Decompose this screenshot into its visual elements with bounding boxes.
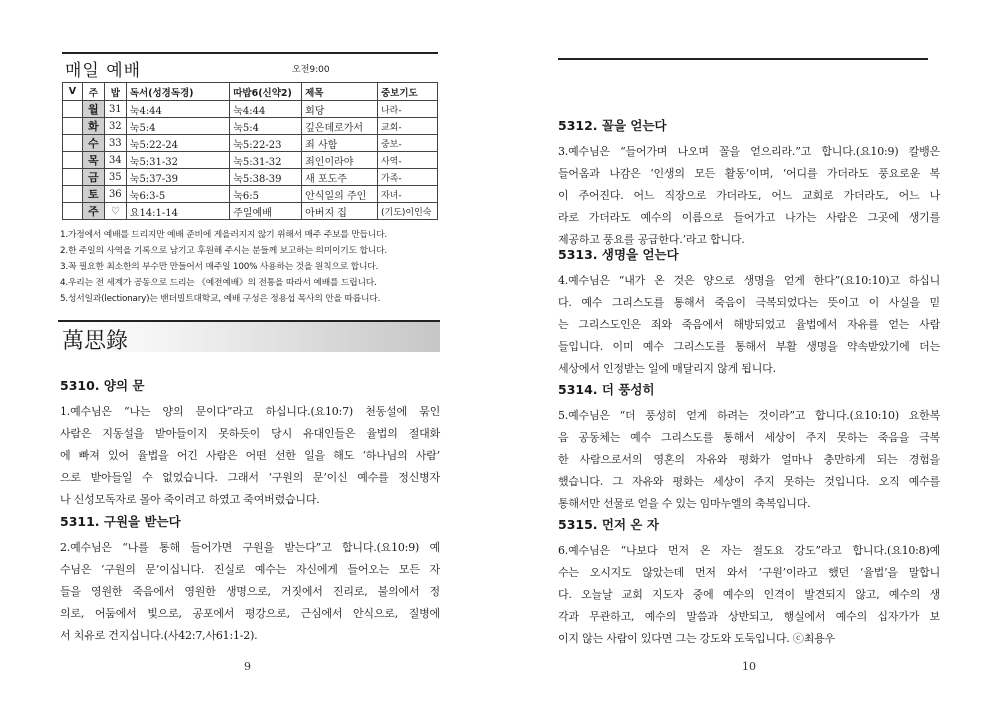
row-title: 죄인이라야 [302, 152, 378, 169]
row-day: 수 [82, 135, 104, 152]
daily-worship-title: 매일 예배 [65, 61, 142, 81]
article-line: 에 빠져 있어 율법을 어긴 사람은 어떤 선한 일을 해도 ‘하나님의 사람’ [60, 449, 440, 462]
article-body [60, 401, 440, 511]
article-line: 1.예수님은 “나는 양의 문이다”라고 하십니다.(요10:7) 천동설에 묶인 [60, 405, 440, 418]
article-line: 이 주어진다. 어느 직장으로 가더라도, 어느 교회로 가더라도, 어느 나 [558, 189, 940, 202]
row-check [63, 203, 83, 220]
row-title: 아버지 집 [302, 203, 378, 220]
article-line: 2.예수님은 “나를 통해 들어가면 구원을 받는다”고 합니다.(요10:9) 예 [60, 541, 440, 554]
section-title-bar [58, 320, 440, 352]
table-row [63, 203, 438, 220]
row-day: 화 [82, 118, 104, 135]
article-5310 [60, 376, 440, 511]
table-row [63, 169, 438, 186]
row-reading: 눅5:31-32 [126, 152, 229, 169]
row-prayer: 중보- [377, 135, 437, 152]
article-line: 세상에서 인정받는 일에 매달리지 않게 됩니다. [558, 362, 776, 375]
row-check [63, 101, 83, 118]
header-week: 주 [82, 83, 104, 101]
row-prayer: 교회- [377, 118, 437, 135]
row-day: 토 [82, 186, 104, 203]
table-row [63, 152, 438, 169]
article-line: 나 신성모독자로 몰아 죽이려고 하였고 죽여버렸습니다. [60, 493, 320, 506]
header-v: V [63, 83, 83, 101]
row-reading: 요14:1-14 [126, 203, 229, 220]
row-check [63, 169, 83, 186]
article-line: 5.예수님은 “더 풍성히 얻게 하려는 것이라”고 합니다.(요10:10) 요한복 [558, 409, 940, 422]
note-item: 5.성서일과(lectionary)는 밴더빌트대학교, 예배 구성은 정용섭 목사의 안을 따릅니다. [60, 294, 381, 304]
article-line: 사람은 지동설을 받아들이지 못하듯이 당시 유대인들은 율법의 절대화 [60, 427, 440, 440]
row-reading: 눅5:37-39 [126, 169, 229, 186]
header-prayer: 중보기도 [377, 83, 437, 101]
note-item: 1.가정에서 예배를 드리지만 예배 준비에 게을러지지 않기 위해서 매주 주보를 만듭니다. [60, 230, 387, 240]
article-line: 한 사람으로서의 영혼의 자유와 평화가 얼마나 충만하게 되는 경험을 [558, 453, 940, 466]
row-ref: 눅5:22-23 [230, 135, 302, 152]
row-ref: 눅5:38-39 [230, 169, 302, 186]
row-title: 새 포도주 [302, 169, 378, 186]
article-line: 라로 가더라도 예수의 이름으로 들어가고 나가는 사람은 그곳에 생기를 [558, 211, 940, 224]
article-5311 [60, 512, 440, 647]
right-page [500, 0, 1000, 708]
article-title: 5310. 양의 문 [60, 378, 145, 393]
article-line: 6.예수님은 “나보다 먼저 온 자는 절도요 강도”라고 합니다.(요10:8)예 [558, 544, 940, 557]
article-5314 [558, 380, 940, 515]
article-line: 통해서만 선물로 얻을 수 있는 임마누엘의 축복입니다. [558, 497, 811, 510]
article-line: 들을 영원한 죽음에서 영원한 생명으로, 거짓에서 진리로, 불의에서 정 [60, 585, 440, 598]
worship-time: 오전9:00 [292, 65, 330, 75]
note-item: 4.우리는 전 세계가 공동으로 드리는 《예전예배》의 전통을 따라서 예배를 드립니다. [60, 278, 377, 288]
row-day: 금 [82, 169, 104, 186]
article-line: 수님은 ‘구원의 문’이십니다. 진실로 예수는 자신에게 들어오는 모든 자 [60, 563, 440, 576]
article-body [558, 141, 940, 251]
section-title: 萬思錄 [62, 329, 129, 354]
table-header-row [63, 83, 438, 101]
row-num: 35 [104, 169, 126, 186]
header-ref: 따밥6(신약2) [230, 83, 302, 101]
row-ref: 눅6:5 [230, 186, 302, 203]
header-num: 밥 [104, 83, 126, 101]
article-line: 다. 예수 그리스도를 통해서 죽음이 극복되었다는 뜻이고 이 사실을 믿 [558, 296, 940, 309]
row-prayer: 가족- [377, 169, 437, 186]
article-5315 [558, 515, 940, 650]
note-item: 3.꼭 필요한 최소한의 부수만 만들어서 매주일 100% 사용하는 것을 원칙으로 합니다. [60, 262, 379, 272]
article-body [558, 405, 940, 515]
row-num: 32 [104, 118, 126, 135]
row-day: 목 [82, 152, 104, 169]
article-line: 제공하고 풍요를 공급한다.’라고 합니다. [558, 233, 745, 246]
article-5313 [558, 245, 940, 380]
row-reading: 눅6:3-5 [126, 186, 229, 203]
table-row [63, 186, 438, 203]
row-prayer: 사역- [377, 152, 437, 169]
row-title: 회당 [302, 101, 378, 118]
table-row [63, 118, 438, 135]
article-line: 서 치유로 건지십니다.(사42:7,사61:1-2). [60, 629, 258, 642]
article-body [558, 540, 940, 650]
page-number: 10 [742, 660, 756, 673]
row-prayer: 자녀- [377, 186, 437, 203]
article-line: 의로, 어둠에서 빛으로, 공포에서 평강으로, 근심에서 안식으로, 질병에 [60, 607, 440, 620]
article-line: 들어옴과 나감은 ‘인생의 모든 활동’이며, ‘어디를 가더라도 풍요로운 복 [558, 167, 940, 180]
row-reading: 눅4:44 [126, 101, 229, 118]
article-line: 는 그리스도인은 죄와 죽음에서 해방되었고 율법에서 자유를 얻는 사람 [558, 318, 940, 331]
row-ref: 눅5:31-32 [230, 152, 302, 169]
article-5312 [558, 116, 940, 251]
row-ref: 눅5:4 [230, 118, 302, 135]
row-check [63, 186, 83, 203]
top-rule [558, 58, 928, 60]
article-title: 5314. 더 풍성히 [558, 382, 655, 397]
schedule-table [62, 82, 438, 220]
row-num: 33 [104, 135, 126, 152]
article-title: 5315. 먼저 온 자 [558, 517, 659, 532]
row-num: 36 [104, 186, 126, 203]
row-num: 31 [104, 101, 126, 118]
row-check [63, 135, 83, 152]
article-line: 했습니다. 그 자유와 평화는 세상이 주지 못하는 것입니다. 오직 예수를 [558, 475, 940, 488]
row-ref: 주일예배 [230, 203, 302, 220]
row-day: 월 [82, 101, 104, 118]
note-item: 2.한 주일의 사역을 기록으로 남기고 후원해 주시는 분들께 보고하는 의미이기도 합니다. [60, 246, 387, 256]
article-line: 수는 오시지도 않았는데 먼저 와서 ‘구원’이라고 했던 ‘율법’을 말합니 [558, 566, 940, 579]
row-prayer: 나라- [377, 101, 437, 118]
article-body [60, 537, 440, 647]
row-ref: 눅4:44 [230, 101, 302, 118]
article-line: 으로 받아들일 수 없었습니다. 그래서 ‘구원의 문’이신 예수를 정신병자 [60, 471, 440, 484]
article-title: 5313. 생명을 얻는다 [558, 247, 679, 262]
article-title: 5312. 꼴을 얻는다 [558, 118, 667, 133]
row-title: 깊은데로가서 [302, 118, 378, 135]
table-row [63, 135, 438, 152]
header-title: 제목 [302, 83, 378, 101]
article-body [558, 270, 940, 380]
article-line: 3.예수님은 “들어가며 나오며 꼴을 얻으리라.”고 합니다.(요10:9) 칼뱅은 [558, 145, 940, 158]
row-title: 죄 사함 [302, 135, 378, 152]
header-reading: 독서(성경독경) [126, 83, 229, 101]
article-line: 4.예수님은 “내가 온 것은 양으로 생명을 얻게 한다”(요10:10)고 하십니 [558, 274, 940, 287]
article-title: 5311. 구원을 받는다 [60, 514, 181, 529]
article-line: 이지 않는 사람이 있다면 그는 강도와 도둑입니다. ⓒ최용우 [558, 632, 835, 645]
notes-list [60, 227, 442, 307]
page-number: 9 [244, 660, 251, 673]
row-title: 안식일의 주인 [302, 186, 378, 203]
row-num: 34 [104, 152, 126, 169]
daily-worship-header [62, 54, 438, 81]
row-check [63, 152, 83, 169]
row-day: 주 [82, 203, 104, 220]
table-row [63, 101, 438, 118]
row-reading: 눅5:4 [126, 118, 229, 135]
row-reading: 눅5:22-24 [126, 135, 229, 152]
row-num: ♡ [104, 203, 126, 220]
article-line: 음 공동체는 예수 그리스도를 통해서 세상이 주지 못하는 죽음을 극복 [558, 431, 940, 444]
article-line: 들입니다. 이미 예수 그리스도를 통해서 부활 생명을 약속받았기에 더는 [558, 340, 940, 353]
article-line: 각과 무관하고, 예수의 말씀과 상반되고, 행실에서 예수의 십자가가 보 [558, 610, 940, 623]
row-check [63, 118, 83, 135]
article-line: 다. 오늘날 교회 지도자 중에 예수의 인격이 발견되지 않고, 예수의 생 [558, 588, 940, 601]
row-prayer: (기도)이인숙 [377, 203, 437, 220]
